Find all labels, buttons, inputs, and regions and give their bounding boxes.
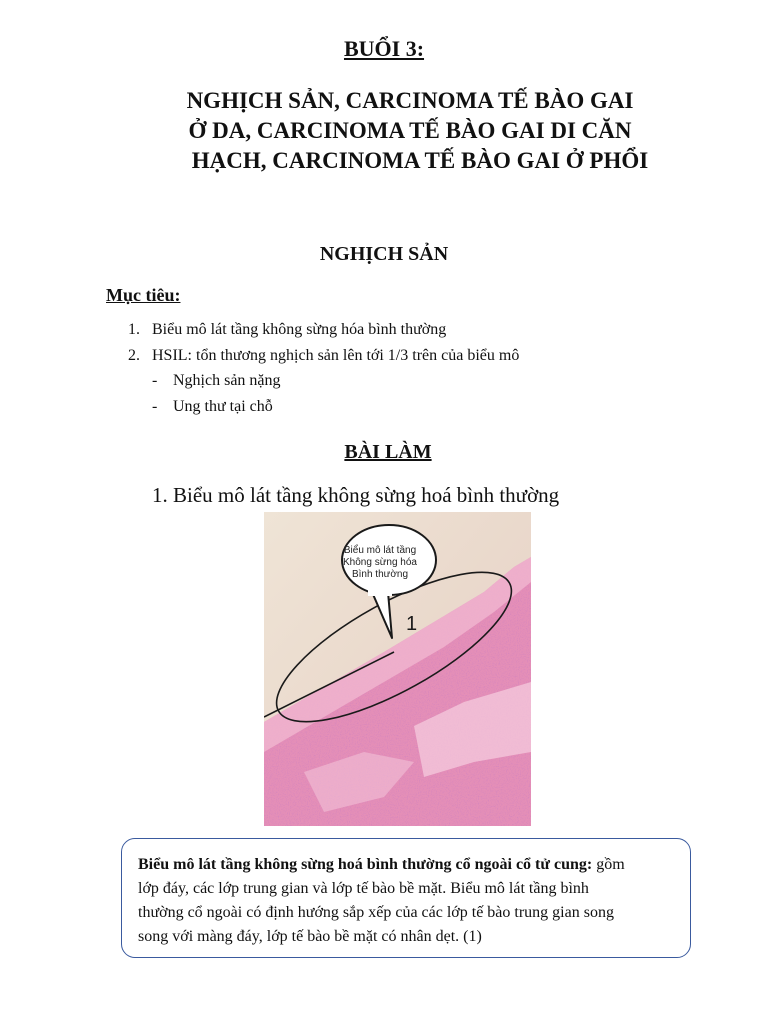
- note-line-3: thường cổ ngoài có định hướng sắp xếp của các lớp tế bào trung gian song: [138, 904, 614, 921]
- objective-item-2: [128, 347, 520, 365]
- note-line-4: song với màng đáy, lớp tế bào bề mặt có nhân dẹt. (1): [138, 928, 482, 945]
- subitem-marker: -: [152, 398, 158, 415]
- note-line-2: lớp đáy, các lớp trung gian và lớp tế bào bề mặt. Biểu mô lát tầng bình: [138, 880, 589, 897]
- note-line-1: [138, 853, 674, 877]
- section-heading: NGHỊCH SẢN: [319, 243, 449, 265]
- work-heading: BÀI LÀM: [344, 441, 432, 463]
- title-line-2: Ở DA, CARCINOMA TẾ BÀO GAI DI CĂN: [188, 118, 632, 143]
- note-box: [121, 838, 691, 958]
- document-title: [110, 86, 730, 176]
- callout-line-1: Biểu mô lát tầng: [343, 545, 417, 556]
- figure-number-label: 1: [406, 613, 418, 635]
- objective-marker: 2.: [128, 347, 140, 364]
- subitem-text: Ung thư tại chỗ: [173, 398, 273, 415]
- objective-subitem-1: [152, 372, 281, 390]
- figure-caption: 1. Biểu mô lát tầng không sừng hoá bình thường: [152, 483, 560, 507]
- title-line-1: NGHỊCH SẢN, CARCINOMA TẾ BÀO GAI: [186, 88, 634, 113]
- micrograph-image: [264, 512, 531, 826]
- note-text-1: gồm: [592, 856, 625, 873]
- lesson-heading: BUỔI 3:: [343, 36, 425, 61]
- objective-text: HSIL: tổn thương nghịch sản lên tới 1/3 trên của biểu mô: [152, 347, 520, 364]
- objective-text: Biểu mô lát tầng không sừng hóa bình thường: [152, 321, 447, 338]
- objectives-heading: Mục tiêu:: [106, 285, 181, 305]
- callout-line-2: Không sừng hóa: [343, 557, 417, 568]
- note-bold-lead: Biểu mô lát tầng không sừng hoá bình thường cổ ngoài cổ tử cung:: [138, 856, 593, 873]
- objective-subitem-2: [152, 398, 273, 416]
- callout-line-3: Bình thường: [351, 569, 409, 580]
- title-line-3: HẠCH, CARCINOMA TẾ BÀO GAI Ở PHỔI: [191, 148, 649, 173]
- subitem-marker: -: [152, 372, 158, 389]
- objective-item-1: [128, 321, 447, 339]
- objective-marker: 1.: [128, 321, 140, 338]
- subitem-text: Nghịch sản nặng: [173, 372, 281, 389]
